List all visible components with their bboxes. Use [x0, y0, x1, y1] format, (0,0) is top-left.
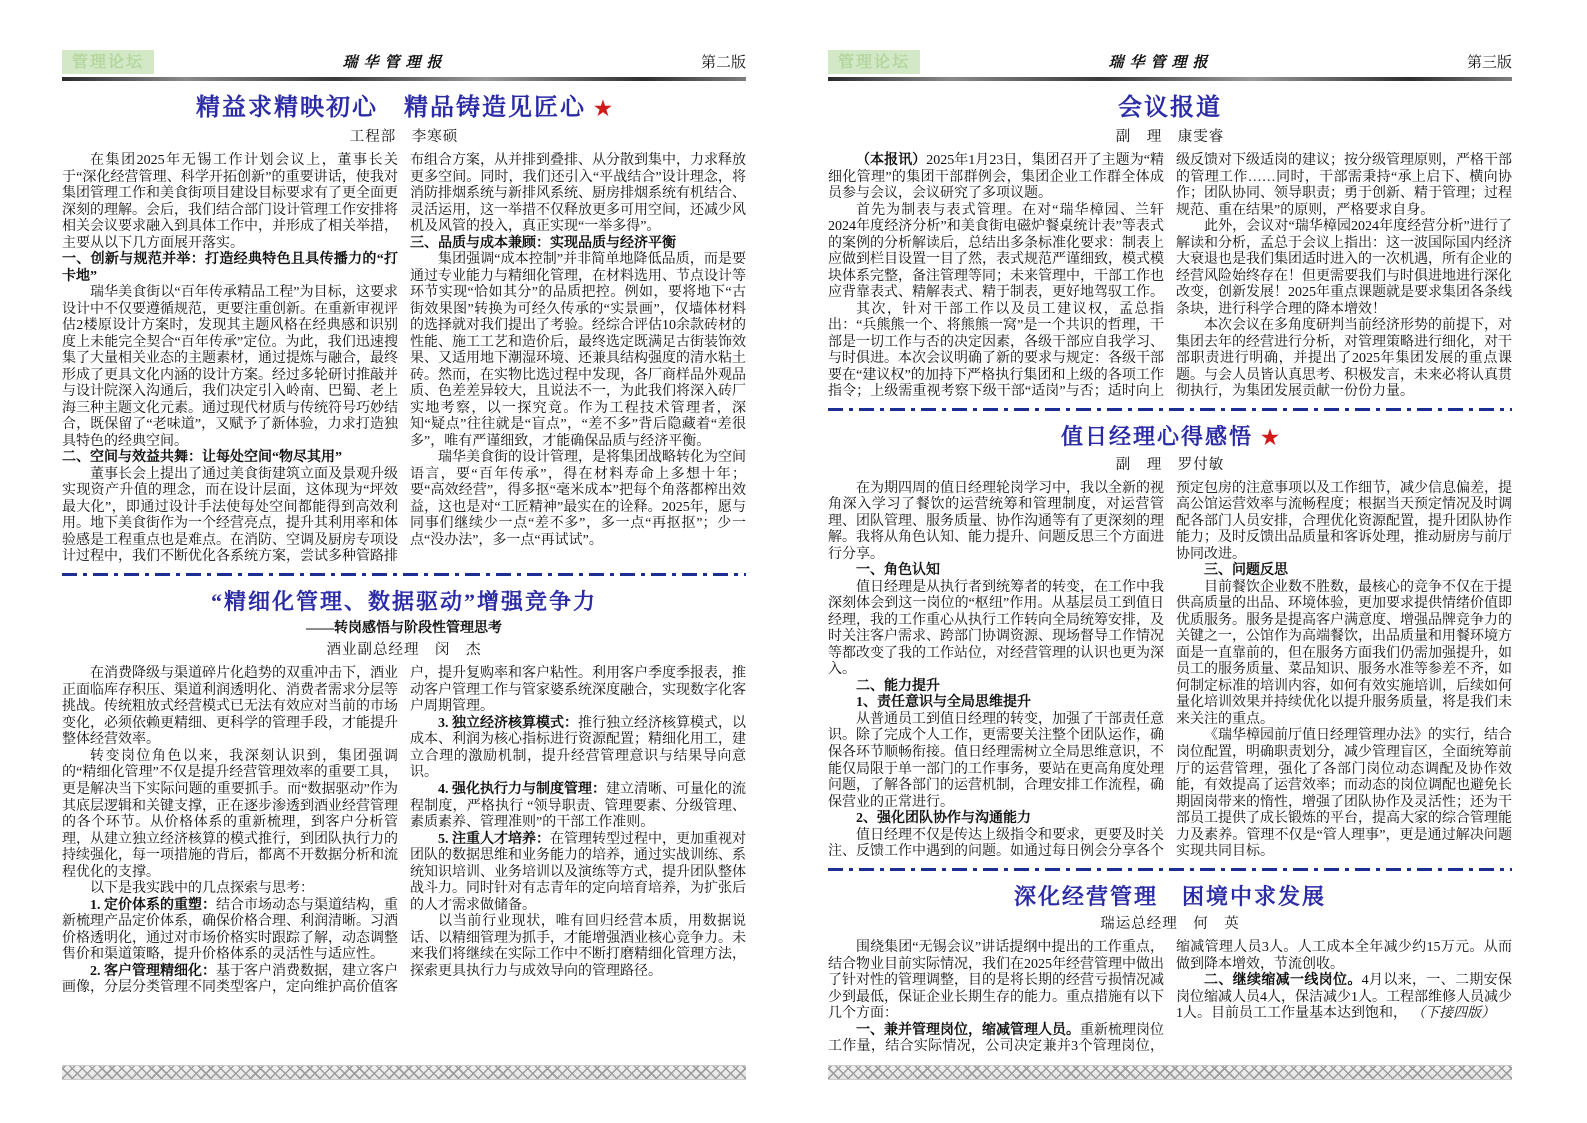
paragraph-text: 首先为制表与表式管理。在对“瑞华樟园、兰轩2024年度经济分析”和美食街电磁炉餐桌统计表”等表式的案例的分析解读后，总结出多条标准化要求：制表上应做到栏目设置一目了然，表式规范严谨细致，模式模块体系完整，备注管理等同；未来管理中，干部工作也应背靠表式、精解表式、精于制表，更好地驾驭工作。 — [828, 202, 1164, 301]
article-paragraph — [62, 450, 398, 467]
header-rule — [828, 77, 1512, 81]
article-paragraph — [1176, 563, 1512, 580]
article-title-text: “精细化管理、数据驱动”增强竞争力 — [210, 588, 597, 614]
paragraph-text: 转变岗位角色以来，我深刻认识到，集团强调的“精细化管理”不仅是提升经营管理效率的重要工具，更是解决当下实际问题的重要抓手。而“数据驱动”作为其底层逻辑和关键支撑，正在逐步渗透到酒业经营管理的各个环节。从价格体系的重新梳理，到客户分析管理，从建立独立经济核算的模式推行，到团队执行力的持续强化，每一项措施的背后，都离不开数据分析和流程优化的支撑。 — [62, 748, 398, 880]
article-paragraph — [410, 832, 746, 915]
article-paragraph — [828, 940, 1164, 1023]
article-paragraph — [828, 580, 1164, 679]
article-paragraph — [828, 679, 1164, 696]
paragraph-text: 三、品质与成本兼顾：实现品质与经济平衡 — [410, 235, 676, 251]
paragraph-text: 三、问题反思 — [1204, 563, 1288, 579]
article-deepen-management — [828, 883, 1512, 1056]
paragraph-text: 建立清晰、可量化的流程制度，严格执行 “领导职责、管理要素、分级管理、素质素养、管理准则”的干部工作准则。 — [410, 782, 746, 831]
article-byline: 工程部 李寒硕 — [349, 129, 459, 145]
article-paragraph — [410, 450, 746, 549]
article-title — [62, 588, 746, 616]
paragraph-text: 本次会议在多角度研判当前经济形势的前提下，对集团去年的经营进行分析，对管理策略进行细化，对干部职责进行明确，并提出了2025年集团发展的重点课题。与会人员皆认真思考、积极发言，未来必将认真贯彻执行，为集团发展贡献一份份力量。 — [1176, 318, 1512, 400]
article-meeting-report — [828, 93, 1512, 401]
article-paragraph — [410, 236, 746, 253]
paragraph-lead: 1. 定价体系的重塑： — [90, 897, 216, 913]
paragraph-text: 一、角色认知 — [856, 563, 940, 579]
article-paragraph — [828, 811, 1164, 828]
paragraph-lead: （本报讯） — [856, 153, 927, 168]
paragraph-text: 从普通员工到值日经理的转变，加强了干部责任意识。除了完成个人工作，更需要关注整个团队运作，确保各环节顺畅衔接。值日经理需树立全局思维意识，不能仅局限于单一部门的工作事务，要站在更高角度处理问题，了解各部门的运营机制，合理安排工作流程，确保营业的正常进行。 — [828, 711, 1164, 810]
article-paragraph — [1176, 973, 1512, 1023]
dashed-separator — [62, 573, 746, 576]
paragraph-text: 值日经理是从执行者到统筹者的转变，在工作中我深刻体会到这一岗位的“枢纽”作用。从基层员工到值日经理，我的工作重心从执行工作转向全局统筹安排，及时关注客户需求、跨部门协调资源、现场督导工作情况等都改变了我的工作站位，对经营管理的认识也更为深入。 — [828, 579, 1164, 678]
continuation-note: （下接四版） — [1418, 1006, 1496, 1022]
article-title-text: 深化经营管理 困境中求发展 — [1013, 883, 1326, 909]
article-paragraph — [1176, 219, 1512, 318]
article-fine-management — [62, 588, 746, 997]
paragraph-text: 其次，针对干部工作以及员工建议权，孟总指出：“兵熊熊一个、将熊熊一窝”是一个共识的哲理，干部是一切工作与否的决定因素，各级干部应自我学习、与时俱进。本次会议明确了新的要求与规定：各级干部要在“建议权”的加持下严格执行集团和上级的各项工作指令；上级需重视考察下级干部“适岗”与否；适时向上级反馈对下级适岗的建议；按分级管理原则，严格干部的管理工作……同时，干部需秉持“承上启下、横向协作；团队协同、领导职责；勇于创新、精于管理；过程规范、重在结果”的原则，严格要求自身。 — [828, 153, 1512, 400]
page-three-header — [828, 44, 1512, 74]
paragraph-text: 以当前行业现状，唯有回归经营本质，用数据说话、以精细管理为抓手，才能增强酒业核心竞争力。未来我们将继续在实际工作中不断打磨精细化管理方法，探索更具执行力与成效导向的管理路径。 — [410, 914, 746, 979]
article-title — [828, 93, 1512, 123]
page-two-header — [62, 44, 746, 74]
article-subtitle: ——转岗感悟与阶段性管理思考 — [306, 621, 502, 637]
article-paragraph — [1176, 318, 1512, 401]
article-body — [828, 481, 1512, 861]
article-title-text: 精益求精映初心 精品铸造见匠心 — [196, 95, 587, 121]
article-paragraph — [1176, 580, 1512, 729]
paragraph-text: 此外，会议对“瑞华樟园2024年度经营分析”进行了解读和分析，孟总于会议上指出：这一波国际国内经济大衰退也是我们集团适时进入的一次机遇，所有企业的经营风险始终存在！但更需要我们与时俱进地进行深化改变，创新发展！2025年重点课题就是要求集团各条线条块，进行科学合理的降本增效！ — [1176, 219, 1512, 317]
article-paragraph — [410, 914, 746, 980]
header-rule — [62, 77, 746, 81]
paragraph-text: 在消费降级与渠道碎片化趋势的双重冲击下，酒业正面临库存积压、渠道利润透明化、消费者需求分层等挑战。传统粗放式经营模式已无法有效应对当前的市场变化，必须依赖更精细、更科学的管理手段，才能提升整体经营效率。 — [62, 666, 398, 748]
paragraph-lead: 一、兼并管理岗位，缩减管理人员。 — [856, 1022, 1080, 1038]
page-number: 第二版 — [700, 55, 746, 71]
paragraph-text: 瑞华美食街以“百年传承精品工程”为目标，这要求设计中不仅要遵循规范，更要注重创新。在重新审视评估2楼原设计方案时，发现其主题风格在经典感和识别度上未能完全契合“百年传承”定位。为此，我们迅速搜集了大量相关业态的主题素材，通过提炼与融合，最终形成了更具文化内涵的设计方案。经过多轮研讨推敲并与设计院深入沟通后，我们决定引入岭南、巴蜀、老上海三种主题文化元素。通过现代材质与传统符号巧妙结合，既保留了“老味道”，又赋予了新体验，力求打造独具特色的经典空间。 — [62, 285, 398, 449]
paragraph-text: 二、能力提升 — [856, 678, 940, 694]
article-paragraph — [828, 695, 1164, 712]
article-paragraph — [410, 252, 746, 450]
paragraph-text: 一、创新与规范并举：打造经典特色且具传播力的“打卡地” — [62, 252, 398, 284]
decorative-bottom-border — [828, 1065, 1512, 1080]
article-byline: 瑞运总经理 何 英 — [1100, 916, 1240, 933]
paragraph-text: 围绕集团“无锡会议”讲话提纲中提出的工作重点，结合物业目前实际情况，我们在2025年经营管理中做出了针对性的管理调整，目的是将长期的经营亏损情况减少到最低，保证企业长期生存的能力。重点措施有以下几个方面： — [828, 940, 1164, 1022]
article-paragraph — [410, 782, 746, 832]
paragraph-text: 1、责任意识与全局思维提升 — [856, 695, 1031, 711]
article-paragraph — [62, 898, 398, 964]
paragraph-text: 二、空间与效益共舞：让每处空间“物尽其用” — [62, 450, 342, 466]
article-paragraph — [410, 716, 746, 782]
article-body — [828, 940, 1512, 1056]
page-number: 第三版 — [1466, 55, 1512, 71]
article-paragraph — [62, 285, 398, 450]
paragraph-text: 《瑞华樟园前厅值日经理管理办法》的实行，结合岗位配置，明确职责划分，减少管理盲区，全面统筹前厅的运营管理，强化了各部门岗位动态调配及协作效能，有效提高了运营效率；而动态的岗位调配也避免长期固岗带来的惰性，增强了团队协作及灵活性；还为干部员工提供了成长锻炼的平台，提高大家的综合管理能力及素养。管理不仅是“管人理事”，更是通过解决问题实现共同目标。 — [1176, 728, 1512, 860]
article-body — [62, 666, 746, 996]
paragraph-text: 以下是我实践中的几点探索与思考： — [90, 881, 314, 897]
paragraph-text: 董事长会上提出了通过美食街建筑立面及景观升级实现资产升值的理念，而在设计层面，这体现为“坪效最大化”，即通过设计手法使每处空间都能得到高效利用。地下美食街作为一个经营亮点，提升其利用率和体验感是工程重点也是难点。在消防、空调及厨房专项设计过程中，我们不断优化各系统方案，尝试多种管路排布组合方案，从并排到叠排、从分散到集中，力求释放更多空间。同时，我们还引入“平战结合”设计理念，将消防排烟系统与新排风系统、厨房排烟系统有机结合、灵活运用，这一举措不仅释放更多可用空间，还减少风机及风管的投入，真正实现“一举多得”。 — [62, 153, 746, 565]
paragraph-text: 在为期四周的值日经理轮岗学习中，我以全新的视角深入学习了餐饮的运营统筹和管理制度，对运营管理、团队管理、服务质量、协作沟通等有了更深刻的理解。我将从角色认知、能力提升、问题反思三个方面进行分享。 — [828, 480, 1164, 562]
paragraph-text: 在管理转型过程中，更加重视对团队的数据思维和业务能力的培养，通过实战训练、系统知识培训、业务培训以及演练等方式，提升团队整体战斗力。同时针对有志青年的定向培育培养，为扩张后的人才需求做储备。 — [410, 831, 746, 913]
article-paragraph — [828, 481, 1164, 564]
star-icon: ★ — [1261, 426, 1279, 449]
masthead: 瑞华管理报 — [342, 55, 448, 71]
page-three — [828, 44, 1512, 1080]
paragraph-text: 在集团2025年无锡工作计划会议上，董事长关于“深化经营管理、科学开拓创新”的重要讲话，使我对集团管理工作和美食街项目建设目标要求有了更全面更深刻的理解。会后，我们结合部门设计管理工作安排将相关会议要求融入到具体工作中，并形成了相关举措，主要从以下几方面展开落实。 — [62, 153, 398, 251]
paragraph-text: 目前餐饮企业数不胜数，最核心的竞争不仅在于提供高质量的出品、环境体验，更加要求提供情绪价值即优质服务。服务是提高客户满意度、增强品牌竞争力的关键之一，公馆作为高端餐饮，出品质量和用餐环境方面是一直靠前的，但在服务方面我们仍需加强提升，如员工的服务质量、菜品知识、服务水准等参差不齐，如何制定标准的培训内容，如何有效实施培训，后续如何量化培训效果并持续优化以提升服务质量，将是我们未来关注的重点。 — [1176, 579, 1512, 727]
article-paragraph — [62, 881, 398, 898]
article-title-text: 值日经理心得感悟 — [1061, 423, 1254, 449]
star-icon: ★ — [594, 98, 612, 120]
section-badge: 管理论坛 — [828, 50, 920, 74]
page-two — [62, 44, 746, 1080]
article-paragraph — [828, 153, 1164, 203]
article-paragraph — [828, 712, 1164, 811]
paragraph-text: 4月以来，一、二期安保岗位缩减人员4人，保洁减少1人。工程部维修人员减少1人。目前员工工作量基本达到饱和， — [1176, 973, 1513, 1022]
paragraph-text: 结合市场动态与渠道结构，重新梳理产品定价体系，确保价格合理、利润清晰。习酒价格透明化，通过对市场价格实时跟踪了解，动态调整售价和渠道策略，提升价格体系的灵活性与适应性。 — [62, 897, 398, 963]
paragraph-text: 重新梳理岗位工作量，结合实际情况，公司决定兼并3个管理岗位，缩减管理人员3人。人工成本全年减少约15万元。从而做到降本增效，节流创收。 — [828, 940, 1512, 1055]
article-title — [62, 93, 746, 123]
paragraph-text: 基于客户消费数据，建立客户画像，分层分类管理不同类型客户，定向维护高价值客户，提升复购率和客户粘性。利用客户季度季报表，推动客户管理工作与管家婆系统深度融合，实现数字化客户周期管理。 — [62, 666, 746, 996]
article-body — [828, 153, 1512, 401]
paragraph-lead: 5. 注重人才培养： — [438, 831, 550, 847]
paragraph-lead: 二、继续缩减一线岗位。 — [1204, 973, 1362, 989]
article-paragraph — [62, 252, 398, 285]
article-byline: 酒业副总经理 闵 杰 — [326, 642, 482, 659]
paragraph-text: 2、强化团队协作与沟通能力 — [856, 811, 1031, 827]
article-duty-manager — [828, 423, 1512, 861]
decorative-bottom-border — [62, 1065, 746, 1080]
section-badge: 管理论坛 — [62, 50, 154, 74]
paragraph-lead: 3. 独立经济核算模式： — [438, 715, 578, 731]
article-paragraph — [62, 153, 398, 252]
article-byline: 副 理 罗付敏 — [1115, 456, 1225, 473]
article-paragraph — [828, 563, 1164, 580]
paragraph-text: 2025年1月23日，集团召开了主题为“精细化管理”的集团干部群例会，集团企业工作群全体成员参与会议，会议研究了多项议题。 — [828, 153, 1164, 202]
paragraph-text: 值日经理不仅是传达上级指令和要求，更要及时关注、反馈工作中遇到的问题。如通过每日例会分享各个预定包房的注意事项以及工作细节，减少信息偏差，提高公馆运营效率与流畅程度；根据当天预定情况及时调配各部门人员安排，合理优化资源配置，提升团队协作能力；及时反馈出品质量和客诉处理，推动厨房与前厅协同改进。 — [828, 480, 1512, 860]
article-paragraph — [828, 203, 1164, 302]
article-craftsmanship — [62, 93, 746, 566]
masthead: 瑞华管理报 — [1108, 55, 1214, 71]
dashed-separator — [828, 868, 1512, 871]
article-title — [828, 423, 1512, 451]
article-byline: 副 理 康雯睿 — [1115, 129, 1225, 145]
article-paragraph — [62, 749, 398, 881]
paragraph-text: 推行独立经济核算模式，以成本、利润为核心指标进行资源配置；精细化用工，建立合理的激励机制，提升经营管理意识与结果导向意识。 — [410, 715, 746, 781]
article-title-text: 会议报道 — [1118, 95, 1222, 121]
dashed-separator — [828, 408, 1512, 411]
article-paragraph — [62, 666, 398, 749]
paragraph-text: 集团强调“成本控制”并非简单地降低品质，而是要通过专业能力与精细化管理，在材料选用、节点设计等环节实现“恰如其分”的品质把控。例如，要将地下“古街效果图”转换为可经久传承的“实景画”，仅墙体材料的选择就对我们提出了考验。经综合评估10余款砖材的性能、施工工艺和造价后，最终选定既满足古街装饰效果、又适用地下潮湿环境、还兼具结构强度的清水粘土砖。然而，在实物比选过程中发现，各厂商样品外观品质、色差差异较大，且说法不一，为此我们将深入砖厂实地考察，以一探究竟。作为工程技术管理者，深知“疑点”往往就是“盲点”，“差不多”背后隐藏着“差很多”，唯有严谨细致，才能确保品质与经济平衡。 — [410, 252, 746, 449]
article-title — [828, 883, 1512, 911]
paragraph-lead: 2. 客户管理精细化： — [90, 963, 216, 979]
article-body — [62, 153, 746, 566]
paragraph-lead: 4. 强化执行力与制度管理： — [438, 782, 606, 797]
paragraph-text: 瑞华美食街的设计管理，是将集团战略转化为空间语言，要“百年传承”，得在材料寿命上多想十年；要“高效经营”，得多抠“毫米成本”把每个角落都榨出效益，这也是对“工匠精神”最实在的诠释。2025年，愿与同事们继续少一点“差不多”，多一点“再抠抠”；少一点“没办法”，多一点“再试试”。 — [410, 450, 746, 548]
article-paragraph — [1176, 728, 1512, 860]
